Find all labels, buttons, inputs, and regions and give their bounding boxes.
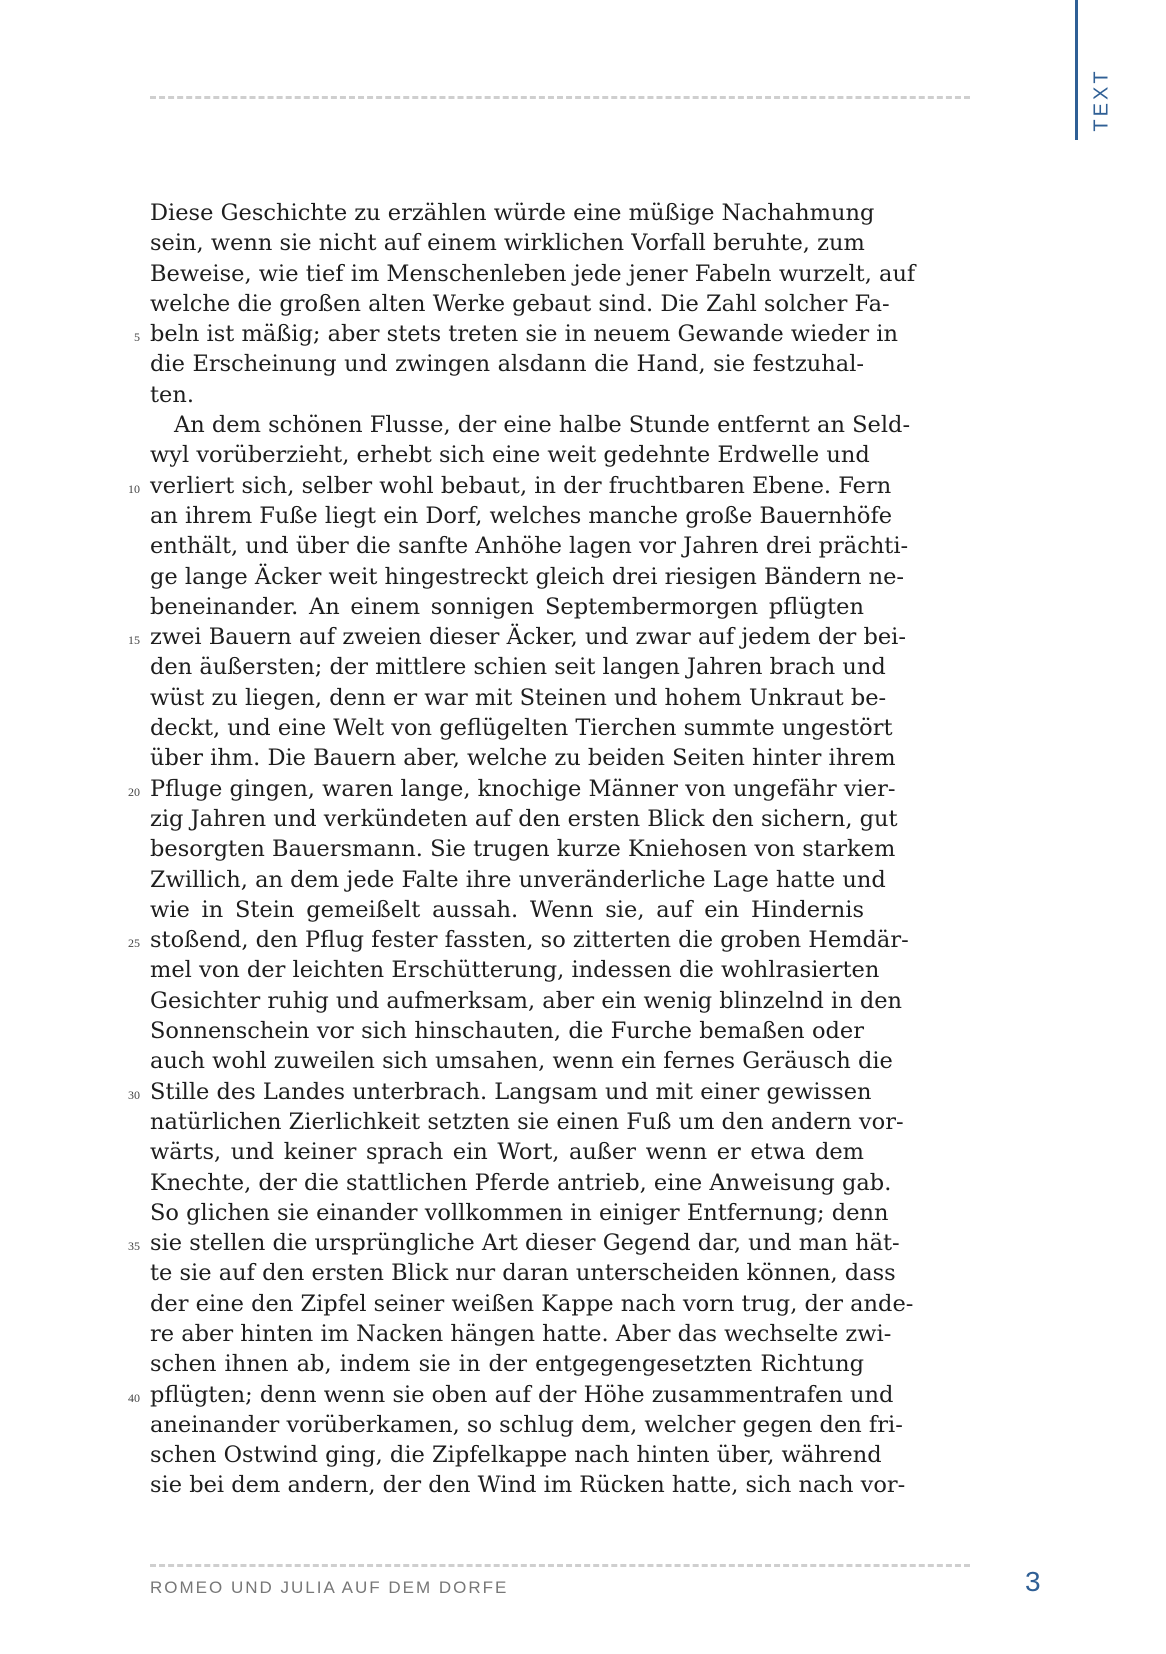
- line-number: 40: [128, 1390, 140, 1405]
- text-line: ge lange Äcker weit hingestreckt gleich drei riesigen Bändern ne-: [150, 563, 905, 590]
- text-line: te sie auf den ersten Blick nur daran unterscheiden können, dass: [150, 1260, 896, 1287]
- line-number: 30: [128, 1087, 140, 1102]
- text-line: pflügten; denn wenn sie oben auf der Höhe zusammentrafen und: [150, 1381, 894, 1408]
- text-line: deckt, und eine Welt von geflügelten Tierchen summte ungestört: [150, 715, 893, 742]
- text-line: zig Jahren und verkündeten auf den ersten Blick den sichern, gut: [150, 805, 898, 832]
- section-label: TEXT: [1090, 68, 1113, 132]
- text-line-wrap: [128, 1228, 900, 1258]
- text-line: sie stellen die ursprüngliche Art dieser Gegend dar, und man hät-: [150, 1230, 900, 1257]
- text-line-wrap: [128, 1380, 894, 1410]
- text-line: stoßend, den Pflug fester fassten, so zitterten die groben Hemdär-: [150, 927, 909, 954]
- text-line-wrap: [134, 319, 898, 349]
- text-line: wärts, und keiner sprach ein Wort, außer wenn er etwa dem: [150, 1139, 864, 1166]
- text-line: enthält, und über die sanfte Anhöhe lagen vor Jahren drei prächti-: [150, 533, 909, 560]
- line-number: 20: [128, 784, 140, 799]
- text-line: zwei Bauern auf zweien dieser Äcker, und zwar auf jedem der bei-: [150, 624, 906, 651]
- text-line: verliert sich, selber wohl bebaut, in der fruchtbaren Ebene. Fern: [150, 472, 892, 499]
- line-number: 15: [128, 633, 140, 648]
- text-line-wrap: [128, 925, 909, 955]
- text-line: wyl vorüberzieht, erhebt sich eine weit gedehnte Erdwelle und: [150, 442, 870, 469]
- text-line: mel von der leichten Erschütterung, indessen die wohlrasierten: [150, 957, 880, 984]
- bottom-divider: [150, 1564, 970, 1567]
- text-line: die Erscheinung und zwingen alsdann die Hand, sie festzuhal-: [150, 351, 864, 378]
- text-line: sie bei dem andern, der den Wind im Rücken hatte, sich nach vor-: [150, 1472, 906, 1499]
- text-line: auch wohl zuweilen sich umsahen, wenn ein fernes Geräusch die: [150, 1048, 893, 1075]
- text-line: Pfluge gingen, waren lange, knochige Männer von ungefähr vier-: [150, 775, 896, 802]
- line-number: 10: [128, 481, 140, 496]
- text-line: Stille des Landes unterbrach. Langsam und mit einer gewissen: [150, 1078, 872, 1105]
- body-text: [128, 198, 916, 1501]
- text-line: wie in Stein gemeißelt aussah. Wenn sie, auf ein Hindernis: [150, 896, 864, 923]
- text-line: aneinander vorüberkamen, so schlug dem, welcher gegen den fri-: [150, 1411, 903, 1438]
- text-line: An dem schönen Flusse, der eine halbe Stunde entfernt an Seld-: [174, 412, 911, 439]
- text-line: ten.: [150, 381, 195, 408]
- text-line: re aber hinten im Nacken hängen hatte. Aber das wechselte zwi-: [150, 1320, 892, 1347]
- text-line: beln ist mäßig; aber stets treten sie in neuem Gewande wieder in: [150, 321, 898, 348]
- line-number: 25: [128, 936, 140, 951]
- text-line: Knechte, der die stattlichen Pferde antrieb, eine Anweisung gab.: [150, 1169, 892, 1196]
- text-line: natürlichen Zierlichkeit setzten sie einen Fuß um den andern vor-: [150, 1108, 904, 1135]
- text-line-wrap: [128, 1077, 872, 1107]
- text-line: der eine den Zipfel seiner weißen Kappe nach vorn trug, der ande-: [150, 1290, 914, 1317]
- text-line: sein, wenn sie nicht auf einem wirklichen Vorfall beruhte, zum: [150, 230, 865, 257]
- side-rule: [1075, 0, 1078, 140]
- line-number: 35: [128, 1239, 140, 1254]
- page-number: 3: [1025, 1566, 1041, 1597]
- text-line: Sonnenschein vor sich hinschauten, die Furche bemaßen oder: [150, 1018, 864, 1045]
- text-line: den äußersten; der mittlere schien seit langen Jahren brach und: [150, 654, 886, 681]
- text-line-wrap: [128, 622, 906, 652]
- text-line: Zwillich, an dem jede Falte ihre unveränderliche Lage hatte und: [150, 866, 886, 893]
- text-line: So glichen sie einander vollkommen in einiger Entfernung; denn: [150, 1199, 889, 1226]
- text-line: beneinander. An einem sonnigen Septembermorgen pflügten: [150, 593, 864, 620]
- text-line: an ihrem Fuße liegt ein Dorf, welches manche große Bauernhöfe: [150, 502, 893, 529]
- text-line: Beweise, wie tief im Menschenleben jede jener Fabeln wurzelt, auf: [150, 260, 916, 287]
- text-line: wüst zu liegen, denn er war mit Steinen und hohem Unkraut be-: [150, 684, 887, 711]
- text-line-wrap: [128, 774, 896, 804]
- text-line: Gesichter ruhig und aufmerksam, aber ein wenig blinzelnd in den: [150, 987, 903, 1014]
- text-line: schen Ostwind ging, die Zipfelkappe nach hinten über, während: [150, 1442, 882, 1469]
- text-line: Diese Geschichte zu erzählen würde eine müßige Nachahmung: [150, 200, 875, 226]
- line-number: 5: [134, 330, 140, 345]
- running-footer-title: ROMEO UND JULIA AUF DEM DORFE: [150, 1578, 509, 1597]
- text-line-wrap: [128, 471, 892, 501]
- text-line: welche die großen alten Werke gebaut sind. Die Zahl solcher Fa-: [150, 290, 890, 317]
- text-line: über ihm. Die Bauern aber, welche zu beiden Seiten hinter ihrem: [150, 745, 896, 772]
- top-divider: [150, 96, 970, 99]
- text-line: schen ihnen ab, indem sie in der entgegengesetzten Richtung: [150, 1351, 864, 1378]
- text-line: besorgten Bauersmann. Sie trugen kurze Kniehosen von starkem: [150, 836, 896, 863]
